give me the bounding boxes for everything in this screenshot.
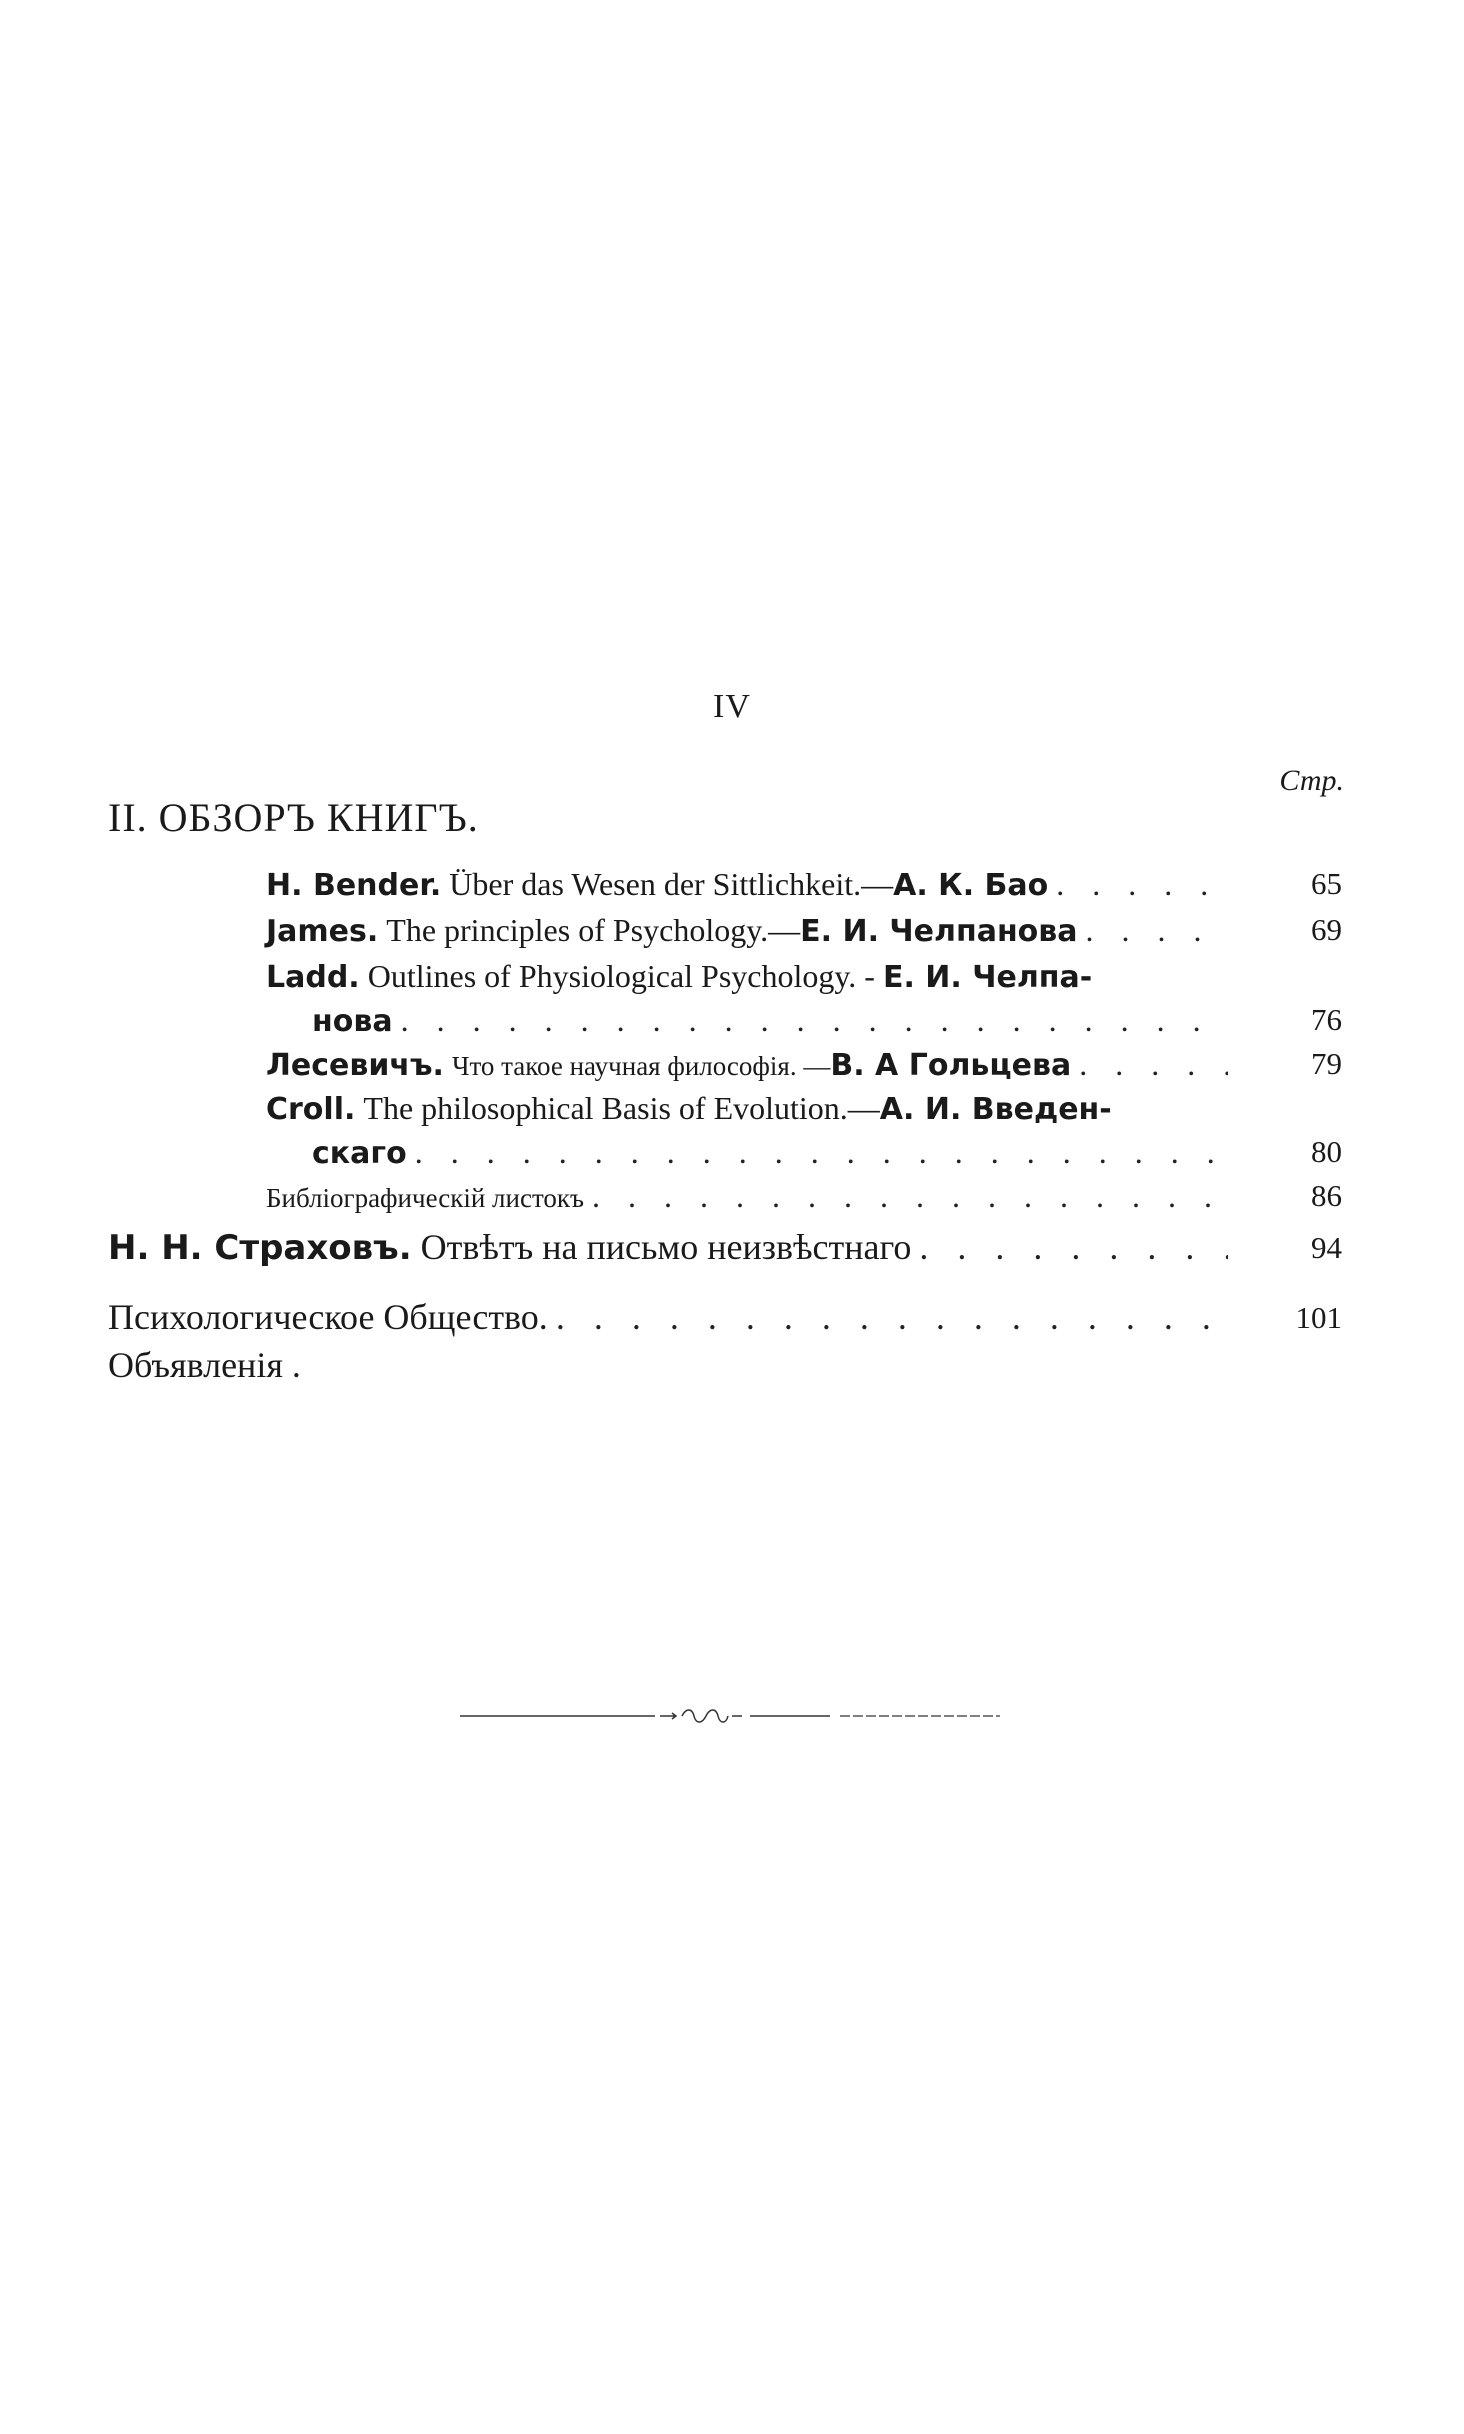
entry-title: Outlines of Physiological Psychology. - [367, 958, 875, 994]
entry-title: Что такое научная философія. — [451, 1051, 831, 1081]
entry-reviewer-continuation: нова [312, 1004, 393, 1039]
dot-leader [1086, 912, 1228, 949]
entry-author: Лесевичъ. [266, 1048, 444, 1083]
entry-title: The philosophical Basis of Evolution.— [363, 1090, 880, 1126]
toc-entry-croll-continuation [312, 1134, 1236, 1171]
dot-leader [1056, 866, 1228, 903]
entry-title: Über das Wesen der Sittlichkeit.— [449, 866, 894, 902]
toc-entry-james [266, 912, 1236, 949]
entry-reviewer: А. И. Введен- [879, 1092, 1112, 1127]
entry-page-number: 101 [1295, 1300, 1342, 1335]
entry-author: H. Bender. [266, 868, 442, 903]
toc-entry-croll [266, 1090, 1236, 1127]
entry-page-number: 94 [1311, 1230, 1342, 1265]
entry-reviewer-continuation: скаго [312, 1136, 407, 1171]
entry-reviewer: В. А Гольцева [830, 1048, 1072, 1083]
entry-page-number: 79 [1311, 1046, 1342, 1081]
pages-column-label: Стр. [1279, 764, 1344, 797]
entry-reviewer: Е. И. Челпанова [800, 914, 1078, 949]
toc-entry-bibliography [266, 1178, 1236, 1215]
entry-title: Объявленія . [108, 1345, 301, 1385]
dot-leader [401, 1002, 1228, 1039]
dot-leader [1079, 1046, 1228, 1083]
dot-leader [415, 1134, 1228, 1171]
entry-title: Отвѣтъ на письмо неизвѣстнаго [420, 1227, 912, 1267]
dot-leader [919, 1226, 1228, 1268]
toc-entry-ladd [266, 958, 1236, 995]
dot-leader [556, 1296, 1228, 1338]
entry-page-number: 80 [1311, 1134, 1342, 1169]
toc-entry-announcements [108, 1344, 1236, 1386]
entry-page-number: 86 [1311, 1178, 1342, 1213]
entry-page-number: 65 [1311, 866, 1342, 901]
entry-author: Н. Н. Страховъ. [108, 1228, 412, 1268]
page-number: IV [713, 688, 751, 725]
entry-author: Croll. [266, 1092, 356, 1127]
section-heading: II. ОБЗОРЪ КНИГЪ. [108, 795, 479, 840]
toc-entry-psychological-society [108, 1296, 1236, 1338]
entry-page-number: 69 [1311, 912, 1342, 947]
entry-author: Ladd. [266, 960, 360, 995]
entry-title: Библіографическій листокъ [266, 1183, 584, 1213]
entry-author: James. [266, 914, 379, 949]
toc-entry-bender [266, 866, 1236, 903]
entry-reviewer: Е. И. Челпа- [882, 960, 1093, 995]
entry-reviewer: А. К. Бао [893, 868, 1049, 903]
toc-entry-ladd-continuation [312, 1002, 1236, 1039]
toc-entry-lesevich [266, 1046, 1236, 1083]
entry-title: Психологическое Общество. [108, 1297, 548, 1337]
entry-page-number: 76 [1311, 1002, 1342, 1037]
dot-leader [592, 1178, 1228, 1215]
ornamental-rule [460, 1706, 1000, 1726]
toc-entry-strakhov [108, 1226, 1236, 1268]
entry-title: The principles of Psychology.— [386, 912, 801, 948]
